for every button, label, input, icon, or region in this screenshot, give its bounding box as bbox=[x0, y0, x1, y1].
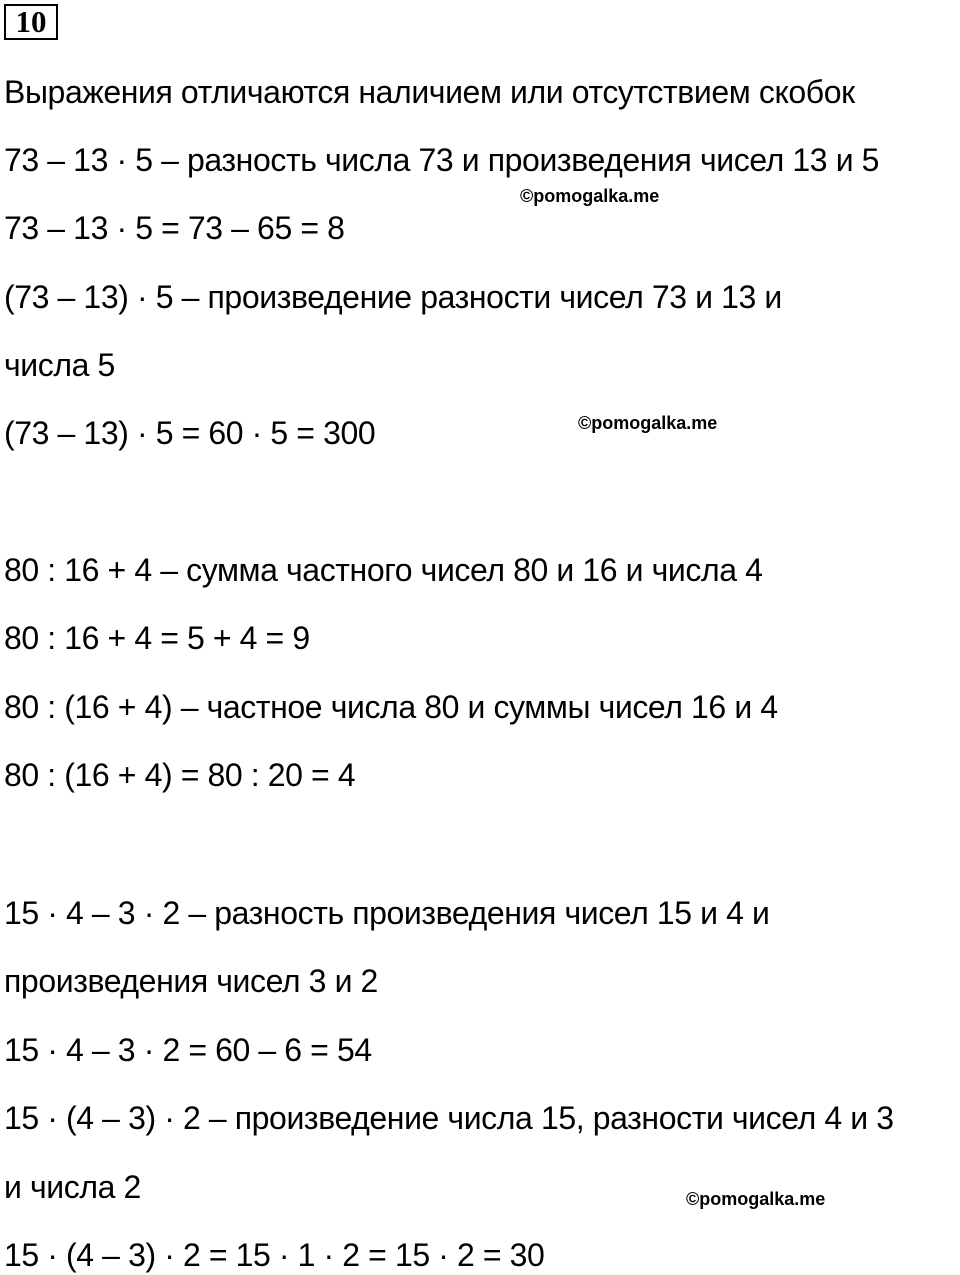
watermark: ©pomogalka.me bbox=[686, 1189, 826, 1209]
expression-2-description-cont: числа 5 bbox=[4, 347, 115, 383]
expression-2-calculation: (73 – 13) · 5 = 60 · 5 = 300 bbox=[4, 415, 376, 451]
expression-5-calculation: 15 · 4 – 3 · 2 = 60 – 6 = 54 bbox=[4, 1032, 372, 1068]
expression-5-description-cont: произведения чисел 3 и 2 bbox=[4, 963, 378, 999]
expression-6-description-cont: и числа 2 bbox=[4, 1169, 141, 1205]
watermark: ©pomogalka.me bbox=[578, 413, 718, 433]
expression-1-calculation: 73 – 13 · 5 = 73 – 65 = 8 bbox=[4, 210, 345, 246]
expression-5-description: 15 · 4 – 3 · 2 – разность произведения чисел 15 и 4 и bbox=[4, 895, 770, 931]
intro-line: Выражения отличаются наличием или отсутствием скобок bbox=[4, 74, 855, 110]
expression-1-description: 73 – 13 · 5 – разность числа 73 и произведения чисел 13 и 5 bbox=[4, 142, 880, 178]
expression-6-description: 15 · (4 – 3) · 2 – произведение числа 15, разности чисел 4 и 3 bbox=[4, 1100, 894, 1136]
expression-6-calculation: 15 · (4 – 3) · 2 = 15 · 1 · 2 = 15 · 2 = 30 bbox=[4, 1237, 545, 1273]
watermark: ©pomogalka.me bbox=[520, 186, 660, 206]
task-number-box: 10 bbox=[4, 4, 58, 40]
expression-4-description: 80 : (16 + 4) – частное числа 80 и суммы чисел 16 и 4 bbox=[4, 689, 778, 725]
expression-4-calculation: 80 : (16 + 4) = 80 : 20 = 4 bbox=[4, 757, 356, 793]
expression-2-description: (73 – 13) · 5 – произведение разности чисел 73 и 13 и bbox=[4, 279, 782, 315]
expression-3-description: 80 : 16 + 4 – сумма частного чисел 80 и 16 и числа 4 bbox=[4, 552, 763, 588]
expression-3-calculation: 80 : 16 + 4 = 5 + 4 = 9 bbox=[4, 620, 310, 656]
